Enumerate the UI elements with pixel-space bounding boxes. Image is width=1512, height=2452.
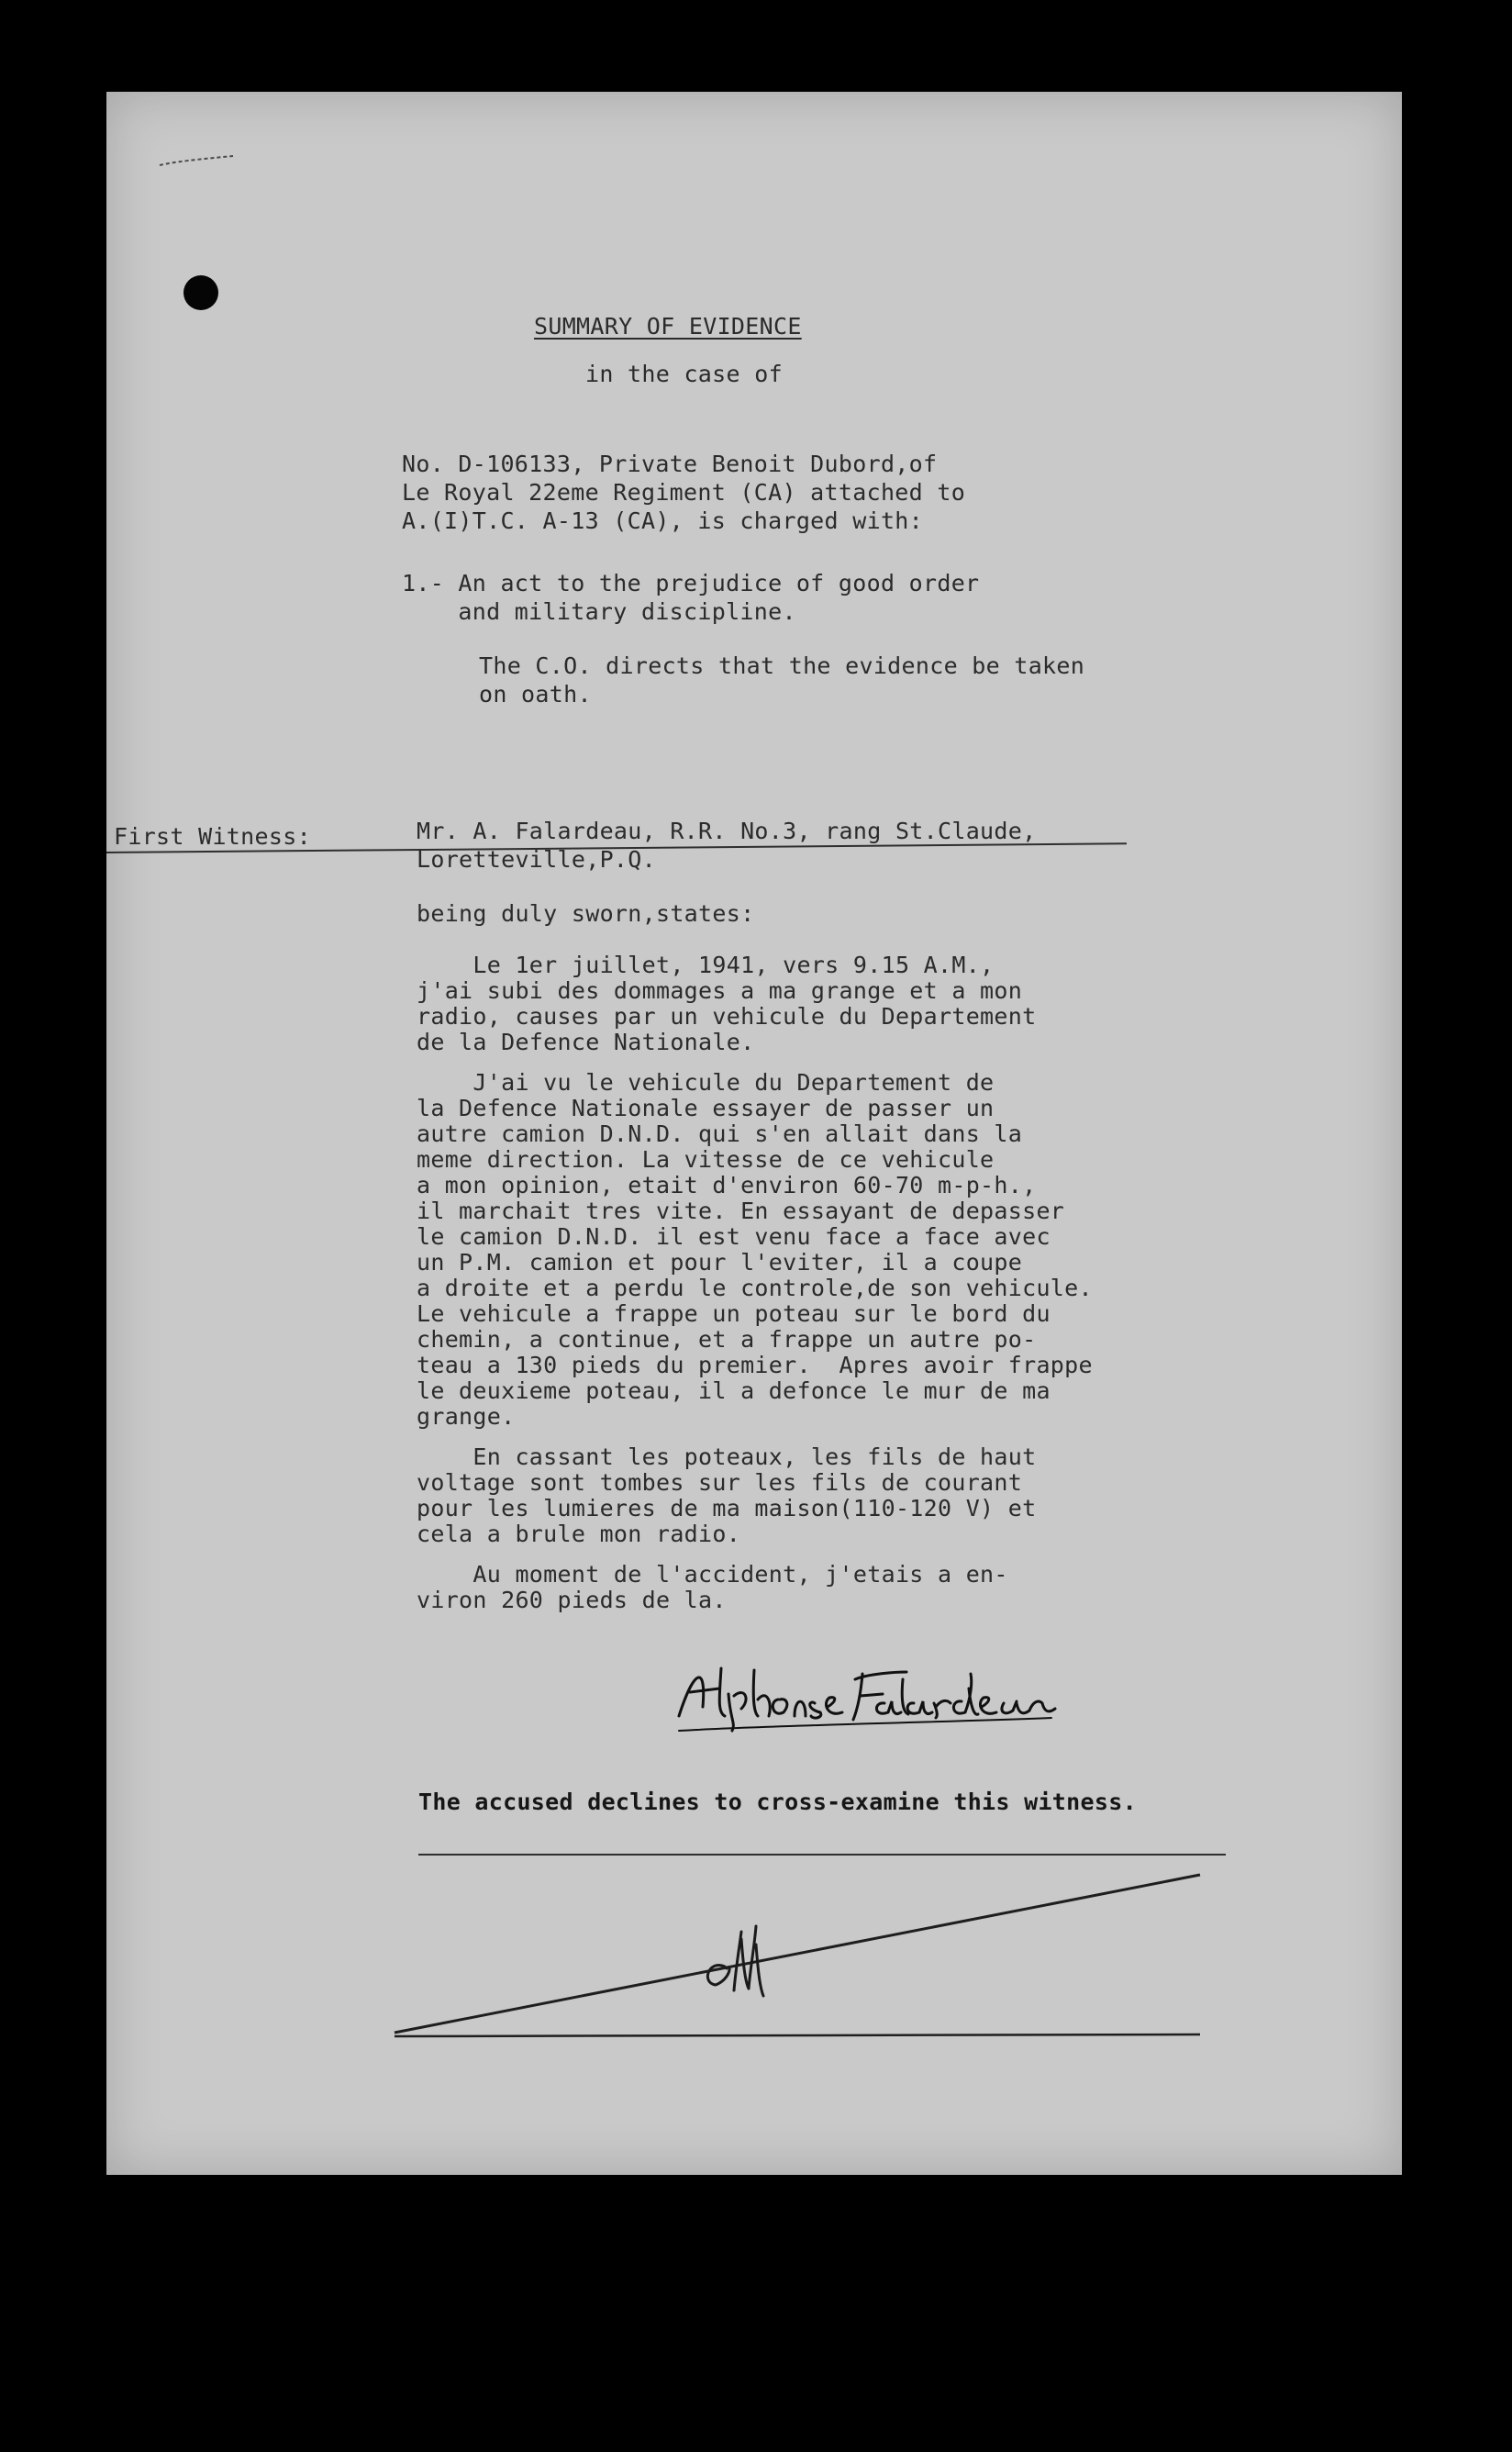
statement-line: pour les lumieres de ma maison(110-120 V) et bbox=[417, 1495, 1037, 1521]
statement-line: Au moment de l'accident, j'etais a en- bbox=[417, 1561, 1008, 1588]
witness-label: First Witness: bbox=[114, 823, 311, 850]
statement-line: Le 1er juillet, 1941, vers 9.15 A.M., bbox=[417, 952, 995, 978]
accused-line: Le Royal 22eme Regiment (CA) attached to bbox=[402, 479, 966, 506]
witness-address-line: Mr. A. Falardeau, R.R. No.3, rang St.Claude, bbox=[417, 818, 1037, 844]
document-page bbox=[106, 92, 1402, 2175]
witness-signature bbox=[666, 1652, 1070, 1734]
statement-line: radio, causes par un vehicule du Departement bbox=[417, 1003, 1037, 1030]
punch-hole bbox=[183, 275, 218, 310]
initials-and-strike-line bbox=[393, 1867, 1218, 2042]
charge-line: 1.- An act to the prejudice of good order bbox=[402, 570, 980, 596]
statement-line: autre camion D.N.D. qui s'en allait dans la bbox=[417, 1120, 1023, 1147]
direction-line: on oath. bbox=[479, 681, 592, 708]
accused-line: A.(I)T.C. A-13 (CA), is charged with: bbox=[402, 507, 923, 534]
statement-line: la Defence Nationale essayer de passer un bbox=[417, 1095, 995, 1121]
direction-line: The C.O. directs that the evidence be taken bbox=[479, 652, 1085, 679]
document-subtitle: in the case of bbox=[585, 361, 783, 387]
statement-line: chemin, a continue, et a frappe un autre po- bbox=[417, 1326, 1037, 1353]
statement-line: le deuxieme poteau, il a defonce le mur de ma bbox=[417, 1377, 1051, 1404]
statement-line: un P.M. camion et pour l'eviter, il a coupe bbox=[417, 1249, 1023, 1276]
statement-line: le camion D.N.D. il est venu face a face avec bbox=[417, 1223, 1051, 1250]
statement-line: En cassant les poteaux, les fils de haut bbox=[417, 1443, 1037, 1470]
statement-line: viron 260 pieds de la. bbox=[417, 1587, 727, 1613]
document-title: SUMMARY OF EVIDENCE bbox=[534, 313, 802, 340]
statement-line: Le vehicule a frappe un poteau sur le bord du bbox=[417, 1300, 1051, 1327]
statement-line: teau a 130 pieds du premier. Apres avoir frappe bbox=[417, 1352, 1093, 1378]
statement-line: j'ai subi des dommages a ma grange et a mon bbox=[417, 977, 1023, 1004]
statement-line: J'ai vu le vehicule du Departement de bbox=[417, 1069, 995, 1096]
statement-line: grange. bbox=[417, 1403, 516, 1430]
witness-address-line: Loretteville,P.Q. bbox=[417, 846, 656, 873]
closing-line-top bbox=[418, 1854, 1226, 1856]
statement-line: il marchait tres vite. En essayant de depasser bbox=[417, 1198, 1065, 1224]
statement-line: de la Defence Nationale. bbox=[417, 1029, 755, 1055]
sworn-line: being duly sworn,states: bbox=[417, 900, 755, 927]
statement-line: meme direction. La vitesse de ce vehicule bbox=[417, 1146, 995, 1173]
accused-line: No. D-106133, Private Benoit Dubord,of bbox=[402, 451, 938, 477]
statement-line: a droite et a perdu le controle,de son vehicule. bbox=[417, 1275, 1093, 1301]
pencil-mark bbox=[158, 152, 235, 169]
statement-line: voltage sont tombes sur les fils de courant bbox=[417, 1469, 1023, 1496]
cross-examination-note: The accused declines to cross-examine this witness. bbox=[418, 1789, 1137, 1815]
statement-line: cela a brule mon radio. bbox=[417, 1521, 741, 1547]
charge-line: and military discipline. bbox=[402, 598, 796, 625]
statement-line: a mon opinion, etait d'environ 60-70 m-p-h., bbox=[417, 1172, 1037, 1198]
